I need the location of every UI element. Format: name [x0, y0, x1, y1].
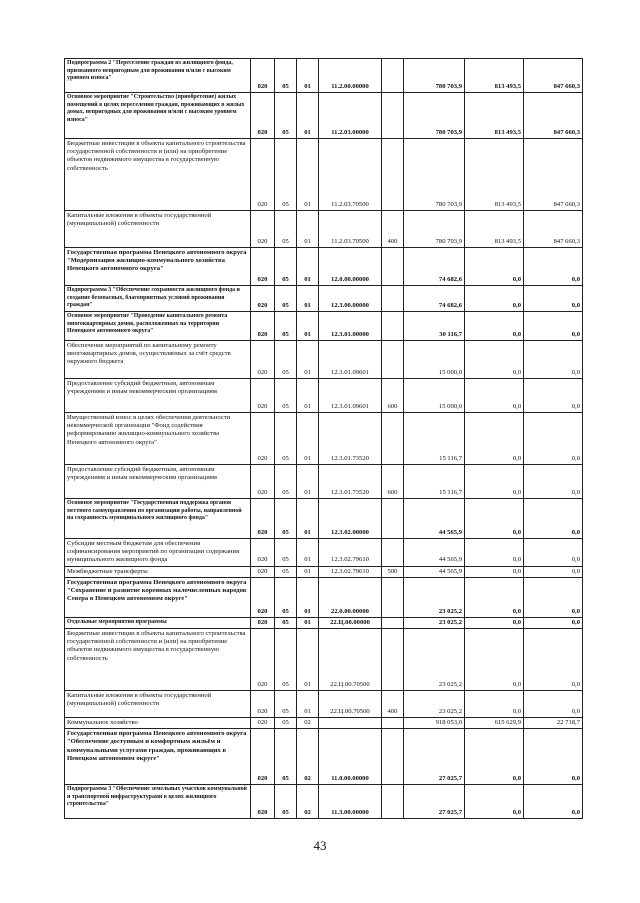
target-article-code: 22.Ц.00.00000 [319, 617, 382, 628]
row-name: Государственная программа Ненецкого автономного округа "Модернизация жилищно-коммунального хозяйства Ненецкого автономного округа" [65, 248, 251, 286]
ministry-code: 020 [251, 629, 275, 691]
subsection-code: 01 [297, 566, 319, 577]
expense-type-code: 600 [382, 465, 404, 499]
amount-year-1: 15 000,0 [404, 341, 465, 379]
section-code: 05 [275, 617, 297, 628]
ministry-code: 020 [251, 59, 275, 93]
subsection-code: 01 [297, 617, 319, 628]
section-code: 05 [275, 577, 297, 617]
table-row [65, 286, 583, 312]
ministry-code: 020 [251, 718, 275, 729]
subsection-code: 01 [297, 59, 319, 93]
amount-year-3: 847 660,3 [524, 211, 583, 248]
expense-type-code [382, 499, 404, 539]
amount-year-1: 44 565,9 [404, 566, 465, 577]
table-row [65, 341, 583, 379]
ministry-code: 020 [251, 617, 275, 628]
amount-year-1: 30 116,7 [404, 312, 465, 341]
ministry-code: 020 [251, 539, 275, 567]
expense-type-code [382, 539, 404, 567]
table-row [65, 617, 583, 628]
subsection-code: 01 [297, 691, 319, 718]
amount-year-2: 0,0 [465, 617, 524, 628]
amount-year-3: 0,0 [524, 691, 583, 718]
target-article-code: 12.3.01.09601 [319, 341, 382, 379]
row-name: Капитальные вложения в объекты государственной (муниципальной) собственности [65, 211, 251, 248]
amount-year-2: 813 493,5 [465, 93, 524, 139]
table-row [65, 785, 583, 819]
table-row [65, 539, 583, 567]
amount-year-1: 74 682,6 [404, 248, 465, 286]
expense-type-code [382, 59, 404, 93]
amount-year-2: 0,0 [465, 566, 524, 577]
target-article-code: 12.3.02.79610 [319, 539, 382, 567]
section-code: 05 [275, 341, 297, 379]
table-row [65, 691, 583, 718]
subsection-code: 01 [297, 577, 319, 617]
section-code: 05 [275, 465, 297, 499]
amount-year-1: 15 116,7 [404, 465, 465, 499]
target-article-code: 12.3.00.00000 [319, 286, 382, 312]
target-article-code: 11.2.03.70500 [319, 139, 382, 211]
row-name: Основное мероприятие "Государственная поддержка органов местного самоуправления по организации работы, направленной на сохранность муниципального жилищного фонда" [65, 499, 251, 539]
section-code: 05 [275, 539, 297, 567]
expense-type-code [382, 629, 404, 691]
amount-year-2: 615 629,9 [465, 718, 524, 729]
target-article-code: 22.Ц.00.70500 [319, 691, 382, 718]
amount-year-1: 27 025,7 [404, 785, 465, 819]
target-article-code: 11.2.03.00000 [319, 93, 382, 139]
amount-year-3: 0,0 [524, 465, 583, 499]
amount-year-1: 44 565,9 [404, 499, 465, 539]
target-article-code: 12.3.02.00000 [319, 499, 382, 539]
target-article-code: 12.0.00.00000 [319, 248, 382, 286]
expense-type-code [382, 729, 404, 785]
amount-year-2: 0,0 [465, 577, 524, 617]
subsection-code: 01 [297, 413, 319, 465]
amount-year-3: 0,0 [524, 286, 583, 312]
row-name: Бюджетные инвестиции в объекты капитального строительства государственной собственности и (или) на приобретение объектов недвижимого имущества в государственную собственность [65, 139, 251, 211]
row-name: Подпрограмма 2 "Переселение граждан из жилищного фонда, признанного непригодным для проживания и/или с высоким уровнем износа" [65, 59, 251, 93]
row-name: Капитальные вложения в объекты государственной (муниципальной) собственности [65, 691, 251, 718]
row-name: Отдельные мероприятия программы [65, 617, 251, 628]
amount-year-3: 0,0 [524, 312, 583, 341]
amount-year-2: 0,0 [465, 465, 524, 499]
ministry-code: 020 [251, 379, 275, 413]
ministry-code: 020 [251, 785, 275, 819]
expense-type-code [382, 718, 404, 729]
amount-year-1: 780 703,9 [404, 59, 465, 93]
amount-year-2: 0,0 [465, 413, 524, 465]
target-article-code: 12.3.01.09601 [319, 379, 382, 413]
row-name: Подпрограмма 3 "Обеспечение сохранности жилищного фонда и создание безопасных, благоприятных условий проживания граждан" [65, 286, 251, 312]
amount-year-3: 0,0 [524, 499, 583, 539]
row-name: Подпрограмма 3 "Обеспечение земельных участков коммунальной и транспортной инфраструктурами в целях жилищного строительства" [65, 785, 251, 819]
amount-year-3: 0,0 [524, 379, 583, 413]
table-row [65, 413, 583, 465]
table-row [65, 59, 583, 93]
table-row [65, 577, 583, 617]
ministry-code: 020 [251, 139, 275, 211]
amount-year-2: 0,0 [465, 248, 524, 286]
ministry-code: 020 [251, 93, 275, 139]
amount-year-2: 0,0 [465, 379, 524, 413]
subsection-code: 01 [297, 139, 319, 211]
section-code: 05 [275, 286, 297, 312]
target-article-code: 12.3.01.73520 [319, 465, 382, 499]
subsection-code: 01 [297, 629, 319, 691]
row-name: Основное мероприятие "Строительство (приобретение) жилых помещений в целях переселения граждан, проживающих в жилых домах, непригодных для проживания и/или с высоким уровнем износа" [65, 93, 251, 139]
target-article-code: 11.2.03.70500 [319, 211, 382, 248]
subsection-code: 01 [297, 286, 319, 312]
row-name: Субсидии местным бюджетам для обеспечения софинансирования мероприятий по организации содержания муниципального жилищного фонда [65, 539, 251, 567]
amount-year-3: 22 718,7 [524, 718, 583, 729]
amount-year-1: 44 565,9 [404, 539, 465, 567]
table-row [65, 211, 583, 248]
section-code: 05 [275, 379, 297, 413]
subsection-code: 01 [297, 539, 319, 567]
expense-type-code [382, 413, 404, 465]
subsection-code: 01 [297, 379, 319, 413]
row-name: Государственная программа Ненецкого автономного округа "Сохранение и развитие коренных малочисленных народов Севера в Ненецком автономном округе" [65, 577, 251, 617]
subsection-code: 01 [297, 248, 319, 286]
row-name: Предоставление субсидий бюджетным, автономным учреждениям и иным некоммерческим организациям [65, 379, 251, 413]
expense-type-code: 500 [382, 566, 404, 577]
amount-year-1: 780 703,9 [404, 139, 465, 211]
amount-year-2: 0,0 [465, 341, 524, 379]
ministry-code: 020 [251, 465, 275, 499]
expense-type-code [382, 617, 404, 628]
ministry-code: 020 [251, 499, 275, 539]
expense-type-code [382, 312, 404, 341]
section-code: 05 [275, 59, 297, 93]
subsection-code: 01 [297, 341, 319, 379]
amount-year-3: 0,0 [524, 729, 583, 785]
subsection-code: 01 [297, 499, 319, 539]
page-number: 43 [313, 838, 327, 853]
section-code: 05 [275, 248, 297, 286]
subsection-code: 02 [297, 729, 319, 785]
expense-type-code [382, 93, 404, 139]
expense-type-code [382, 341, 404, 379]
amount-year-1: 74 682,6 [404, 286, 465, 312]
subsection-code: 01 [297, 312, 319, 341]
expense-type-code [382, 286, 404, 312]
amount-year-2: 813 493,5 [465, 59, 524, 93]
amount-year-2: 0,0 [465, 729, 524, 785]
expense-type-code [382, 785, 404, 819]
amount-year-2: 0,0 [465, 286, 524, 312]
row-name: Имущественный взнос в целях обеспечения деятельности некоммерческой организации "Фонд содействия реформированию жилищно-коммунального хозяйства Ненецкого автономного округа" [65, 413, 251, 465]
amount-year-1: 780 703,9 [404, 93, 465, 139]
section-code: 05 [275, 566, 297, 577]
row-name: Государственная программа Ненецкого автономного округа "Обеспечение доступным и комфортным жильём и коммунальными услугами граждан, проживающих в Ненецком автономном округе" [65, 729, 251, 785]
target-article-code: 11.2.00.00000 [319, 59, 382, 93]
table-row [65, 729, 583, 785]
section-code: 05 [275, 211, 297, 248]
amount-year-3: 0,0 [524, 341, 583, 379]
subsection-code: 01 [297, 465, 319, 499]
subsection-code: 01 [297, 93, 319, 139]
section-code: 05 [275, 499, 297, 539]
section-code: 05 [275, 93, 297, 139]
amount-year-1: 23 025,2 [404, 577, 465, 617]
amount-year-3: 0,0 [524, 617, 583, 628]
amount-year-1: 15 116,7 [404, 413, 465, 465]
section-code: 05 [275, 691, 297, 718]
budget-table [64, 58, 583, 819]
target-article-code: 22.0.00.00000 [319, 577, 382, 617]
table-row [65, 93, 583, 139]
section-code: 05 [275, 729, 297, 785]
expense-type-code: 600 [382, 379, 404, 413]
amount-year-3: 0,0 [524, 629, 583, 691]
table-row [65, 718, 583, 729]
row-name: Предоставление субсидий бюджетным, автономным учреждениям и иным некоммерческим организациям [65, 465, 251, 499]
amount-year-2: 0,0 [465, 539, 524, 567]
amount-year-2: 0,0 [465, 499, 524, 539]
ministry-code: 020 [251, 341, 275, 379]
row-name: Основное мероприятие "Проведение капитального ремонта многоквартирных домов, расположенных на территории Ненецкого автономного округа" [65, 312, 251, 341]
ministry-code: 020 [251, 691, 275, 718]
section-code: 05 [275, 312, 297, 341]
row-name: Обеспечение мероприятий по капитальному ремонту многоквартирных домов, осуществляемых за счёт средств окружного бюджета [65, 341, 251, 379]
amount-year-2: 0,0 [465, 312, 524, 341]
amount-year-1: 23 025,2 [404, 617, 465, 628]
ministry-code: 020 [251, 577, 275, 617]
expense-type-code [382, 577, 404, 617]
section-code: 05 [275, 718, 297, 729]
amount-year-1: 27 025,7 [404, 729, 465, 785]
amount-year-1: 15 000,0 [404, 379, 465, 413]
amount-year-2: 0,0 [465, 691, 524, 718]
target-article-code: 12.3.01.00000 [319, 312, 382, 341]
amount-year-1: 23 025,2 [404, 691, 465, 718]
table-row [65, 465, 583, 499]
section-code: 05 [275, 629, 297, 691]
expense-type-code [382, 248, 404, 286]
amount-year-3: 0,0 [524, 566, 583, 577]
amount-year-2: 813 493,5 [465, 211, 524, 248]
table-row [65, 312, 583, 341]
target-article-code [319, 718, 382, 729]
row-name: Бюджетные инвестиции в объекты капитального строительства государственной собственности и (или) на приобретение объектов недвижимого имущества в государственную собственность [65, 629, 251, 691]
amount-year-3: 0,0 [524, 539, 583, 567]
amount-year-1: 23 025,2 [404, 629, 465, 691]
amount-year-1: 780 703,9 [404, 211, 465, 248]
amount-year-3: 0,0 [524, 413, 583, 465]
amount-year-2: 0,0 [465, 785, 524, 819]
section-code: 05 [275, 413, 297, 465]
row-name: Межбюджетные трансферты [65, 566, 251, 577]
ministry-code: 020 [251, 729, 275, 785]
table-row [65, 139, 583, 211]
amount-year-3: 847 660,3 [524, 139, 583, 211]
table-row [65, 379, 583, 413]
subsection-code: 01 [297, 211, 319, 248]
table-row [65, 629, 583, 691]
target-article-code: 11.0.00.00000 [319, 729, 382, 785]
amount-year-2: 813 493,5 [465, 139, 524, 211]
amount-year-3: 0,0 [524, 248, 583, 286]
ministry-code: 020 [251, 413, 275, 465]
amount-year-3: 847 660,3 [524, 59, 583, 93]
target-article-code: 12.3.02.79610 [319, 566, 382, 577]
section-code: 05 [275, 139, 297, 211]
ministry-code: 020 [251, 286, 275, 312]
table-row [65, 499, 583, 539]
ministry-code: 020 [251, 211, 275, 248]
target-article-code: 22.Ц.00.70500 [319, 629, 382, 691]
subsection-code: 02 [297, 718, 319, 729]
row-name: Коммунальное хозяйство [65, 718, 251, 729]
ministry-code: 020 [251, 248, 275, 286]
amount-year-1: 918 053,0 [404, 718, 465, 729]
expense-type-code: 400 [382, 211, 404, 248]
target-article-code: 11.3.00.00000 [319, 785, 382, 819]
subsection-code: 02 [297, 785, 319, 819]
ministry-code: 020 [251, 312, 275, 341]
amount-year-3: 847 660,3 [524, 93, 583, 139]
expense-type-code: 400 [382, 691, 404, 718]
ministry-code: 020 [251, 566, 275, 577]
amount-year-3: 0,0 [524, 785, 583, 819]
table-row [65, 566, 583, 577]
expense-type-code [382, 139, 404, 211]
amount-year-2: 0,0 [465, 629, 524, 691]
table-row [65, 248, 583, 286]
target-article-code: 12.3.01.73520 [319, 413, 382, 465]
section-code: 05 [275, 785, 297, 819]
amount-year-3: 0,0 [524, 577, 583, 617]
